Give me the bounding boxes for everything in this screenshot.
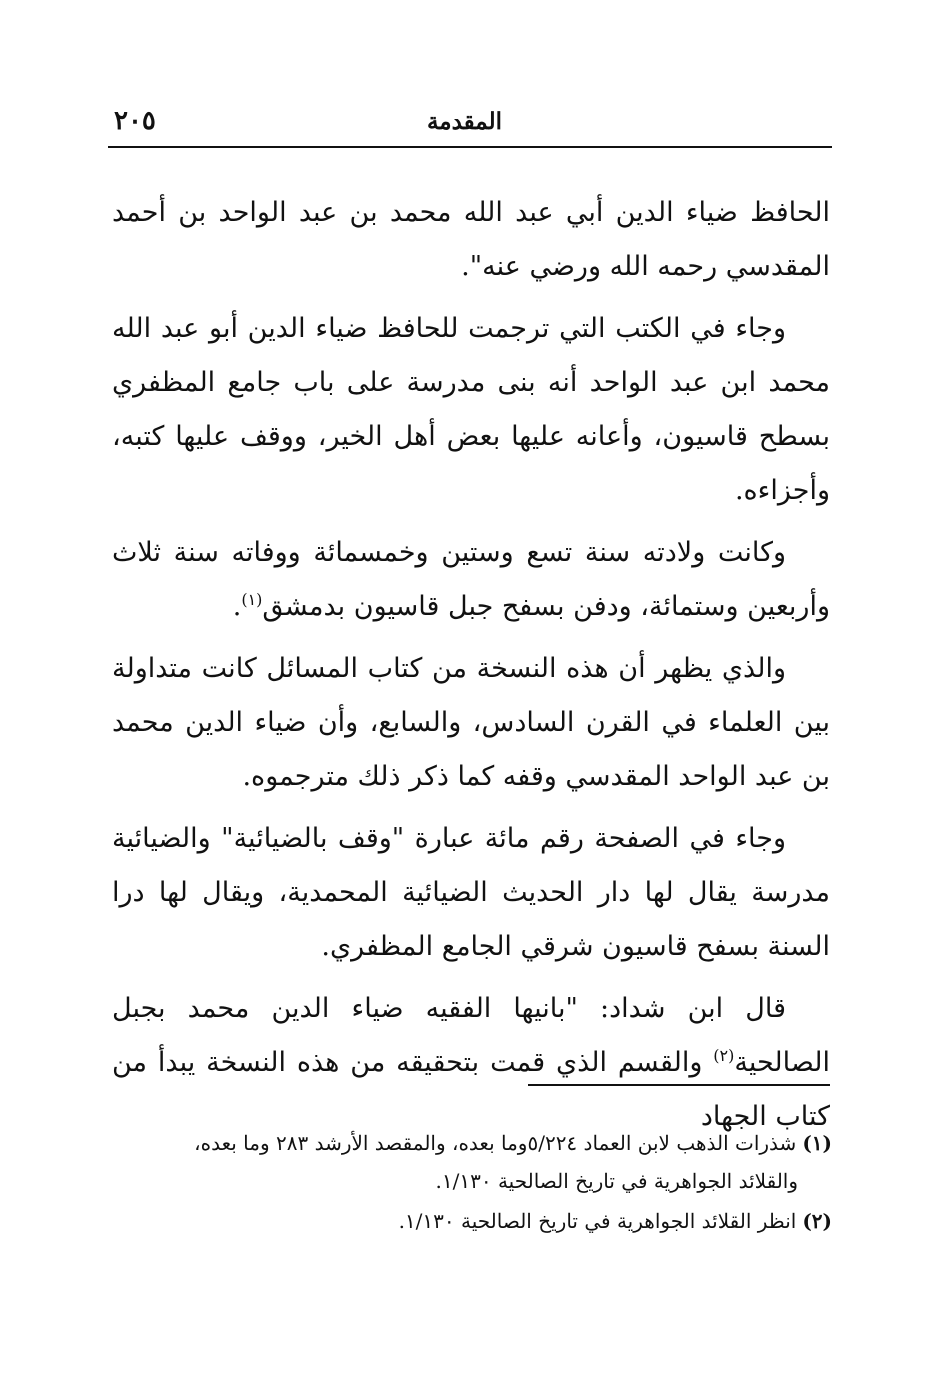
footnote-1 [110,1124,832,1200]
footnote-ref-2[interactable]: (٢) [713,1046,735,1065]
footnote-text-continued: والقلائد الجواهرية في تاريخ الصالحية ١/١٣٠. [435,1169,798,1193]
footnote-2 [110,1202,832,1240]
chapter-title: المقدمة [426,108,502,135]
paragraph-3-end: . [232,591,242,622]
paragraph-3-text: وكانت ولادته سنة تسع وستين وخمسمائة ووفاته سنة ثلاث وأربعين وستمائة، ودفن بسفح جبل قاسيون بدمشق [112,537,830,622]
footnote-marker: (١) [802,1131,832,1155]
main-text [112,186,830,1152]
footnote-marker: (٢) [802,1209,832,1233]
paragraph-5 [112,812,830,974]
footnotes [110,1124,832,1242]
footnote-separator [528,1084,830,1086]
page-number: ٢٠٥ [114,106,156,136]
header-rule [108,146,832,148]
paragraph-4-text: والذي يظهر أن هذه النسخة من كتاب المسائل كانت متداولة بين العلماء في القرن السادس، والسابع، وأن ضياء الدين محمد بن عبد الواحد المقدسي وقفه كما ذكر ذلك مترجموه. [112,653,830,792]
paragraph-2 [112,302,830,518]
paragraph-6 [112,982,830,1144]
paragraph-2-text: وجاء في الكتب التي ترجمت للحافظ ضياء الدين أبو عبد الله محمد ابن عبد الواحد أنه بنى مدرسة على باب جامع المظفري بسطح قاسيون، وأعانه عليها بعض أهل الخير، ووقف عليها كتبه، وأجزاءه. [112,313,830,506]
paragraph-4 [112,642,830,804]
running-header [108,104,832,144]
footnote-text: انظر القلائد الجواهرية في تاريخ الصالحية ١/١٣٠. [398,1209,797,1233]
paragraph-3 [112,526,830,634]
paragraph-1 [112,186,830,294]
paragraph-1-text: الحافظ ضياء الدين أبي عبد الله محمد بن عبد الواحد بن أحمد المقدسي رحمه الله ورضي عنه". [112,197,830,282]
footnote-ref-1[interactable]: (١) [241,590,263,609]
footnote-text: شذرات الذهب لابن العماد ٥/٢٢٤وما بعده، والمقصد الأرشد ٢٨٣ وما بعده، [194,1131,797,1155]
paragraph-5-text: وجاء في الصفحة رقم مائة عبارة "وقف بالضيائية" والضيائية مدرسة يقال لها دار الحديث الضيائية المحمدية، ويقال لها درا السنة بسفح قاسيون شرقي الجامع المظفري. [112,823,830,962]
paragraph-6-text: قال ابن شداد: "بانيها الفقيه ضياء الدين محمد بجبل الصالحية [112,993,830,1078]
paragraph-6-end: والقسم الذي قمت بتحقيقه من هذه النسخة يبدأ من كتاب الجهاد [112,1047,830,1132]
